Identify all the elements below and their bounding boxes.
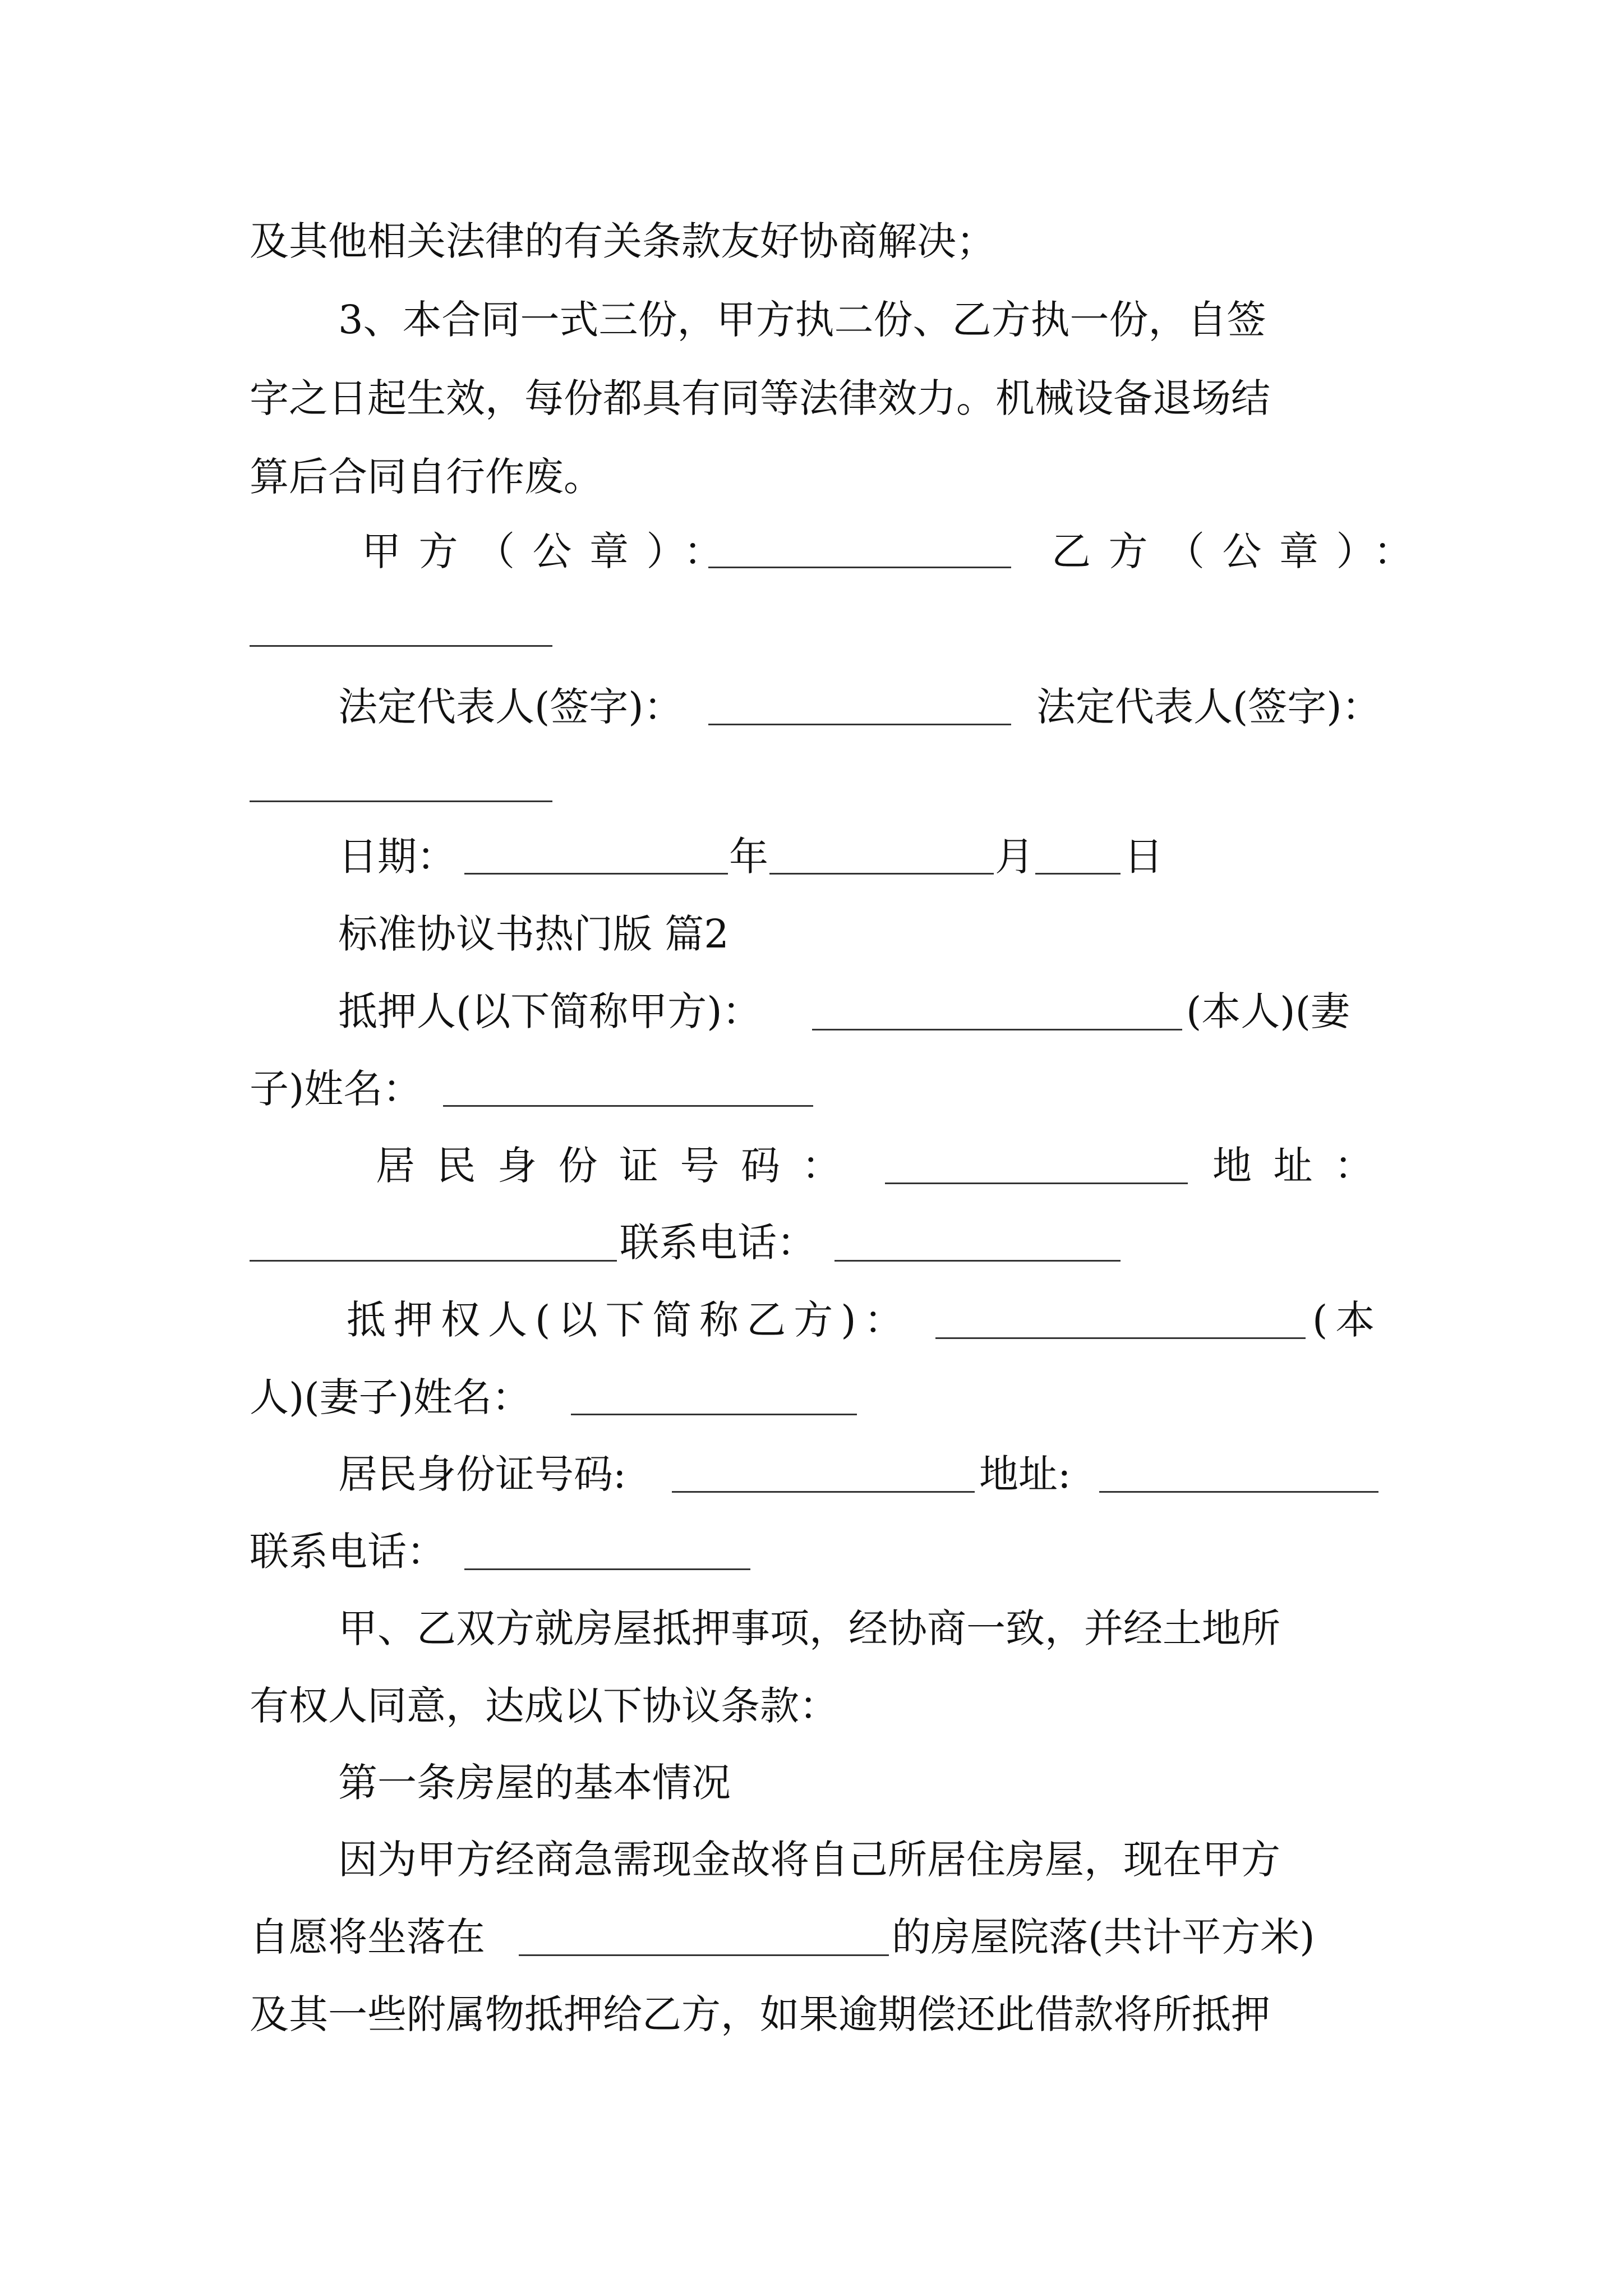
text-line: 及其一些附属物抵押给乙方，如果逾期偿还此借款将所抵押 bbox=[250, 1991, 1270, 2037]
mortgagor-id-blank bbox=[885, 1182, 1188, 1184]
party-b-seal-label: 乙方（公章）： bbox=[1052, 528, 1431, 574]
mortgagee-label: 抵押权人(以下简称乙方)： bbox=[347, 1297, 911, 1343]
date-label: 日期： bbox=[338, 834, 456, 880]
mortgagee-tail: (本 bbox=[1312, 1297, 1383, 1343]
mortgagee-name-blank bbox=[571, 1414, 857, 1415]
date-month: 月 bbox=[995, 834, 1034, 880]
text-line: 及其他相关法律的有关条款友好协商解决； bbox=[250, 218, 995, 264]
text-line: 因为甲方经商急需现金故将自己所居住房屋，现在甲方 bbox=[338, 1837, 1280, 1883]
date-month-blank bbox=[769, 873, 994, 875]
text-line: 算后合同自行作废。 bbox=[250, 454, 603, 500]
mortgagee-id-blank bbox=[672, 1491, 975, 1493]
date-day: 日 bbox=[1124, 834, 1163, 880]
text-line: 3、本合同一式三份，甲方执二份、乙方执一份，自签 bbox=[338, 297, 1266, 343]
mortgagee-addr-blank bbox=[1099, 1491, 1378, 1493]
mortgagor-name-label: 子)姓名： bbox=[250, 1066, 422, 1112]
mortgagor-phone-blank bbox=[834, 1260, 1121, 1262]
text-line: 有权人同意，达成以下协议条款： bbox=[250, 1683, 838, 1729]
mortgagor-name-blank bbox=[443, 1105, 813, 1107]
section-title: 标准协议书热门版 篇2 bbox=[338, 911, 729, 957]
text-line: 字之日起生效，每份都具有同等法律效力。机械设备退场结 bbox=[250, 375, 1270, 421]
party-b-seal-blank bbox=[250, 645, 552, 647]
text-line-suffix: 的房屋院落(共计平方米) bbox=[892, 1914, 1315, 1960]
mortgagor-blank bbox=[812, 1029, 1182, 1030]
text-line: 甲、乙双方就房屋抵押事项，经协商一致，并经土地所 bbox=[338, 1605, 1280, 1651]
location-blank bbox=[519, 1954, 889, 1956]
date-day-blank bbox=[1035, 873, 1121, 875]
party-a-seal-label: 甲方（公章）： bbox=[362, 528, 741, 574]
party-a-seal-blank bbox=[708, 567, 1011, 568]
mortgagee-phone-blank bbox=[464, 1568, 750, 1570]
mortgagor-id-label: 居民身份证号码： bbox=[376, 1143, 863, 1189]
date-year-blank bbox=[464, 873, 728, 875]
mortgagee-addr-label: 地址: bbox=[979, 1451, 1071, 1497]
mortgagee-name-label: 人)(妻子)姓名： bbox=[250, 1374, 531, 1420]
mortgagee-blank bbox=[935, 1337, 1306, 1339]
party-b-rep-blank bbox=[250, 800, 552, 802]
mortgagee-phone-label: 联系电话： bbox=[250, 1529, 446, 1575]
mortgagee-id-label: 居民身份证号码: bbox=[338, 1451, 626, 1497]
party-a-rep-label: 法定代表人(签字)： bbox=[338, 684, 683, 730]
party-a-rep-blank bbox=[708, 724, 1011, 725]
text-line-prefix: 自愿将坐落在 bbox=[250, 1914, 485, 1960]
mortgagor-label: 抵押人(以下简称甲方)： bbox=[338, 988, 762, 1034]
mortgagor-phone-label: 联系电话： bbox=[620, 1220, 816, 1266]
mortgagor-addr-blank bbox=[250, 1260, 617, 1262]
article-title: 第一条房屋的基本情况 bbox=[338, 1760, 731, 1806]
mortgagor-addr-label: 地址： bbox=[1212, 1143, 1395, 1189]
party-b-rep-label: 法定代表人(签字)： bbox=[1036, 684, 1381, 730]
date-year: 年 bbox=[729, 834, 768, 880]
mortgagor-tail: (本人)(妻 bbox=[1186, 988, 1350, 1034]
